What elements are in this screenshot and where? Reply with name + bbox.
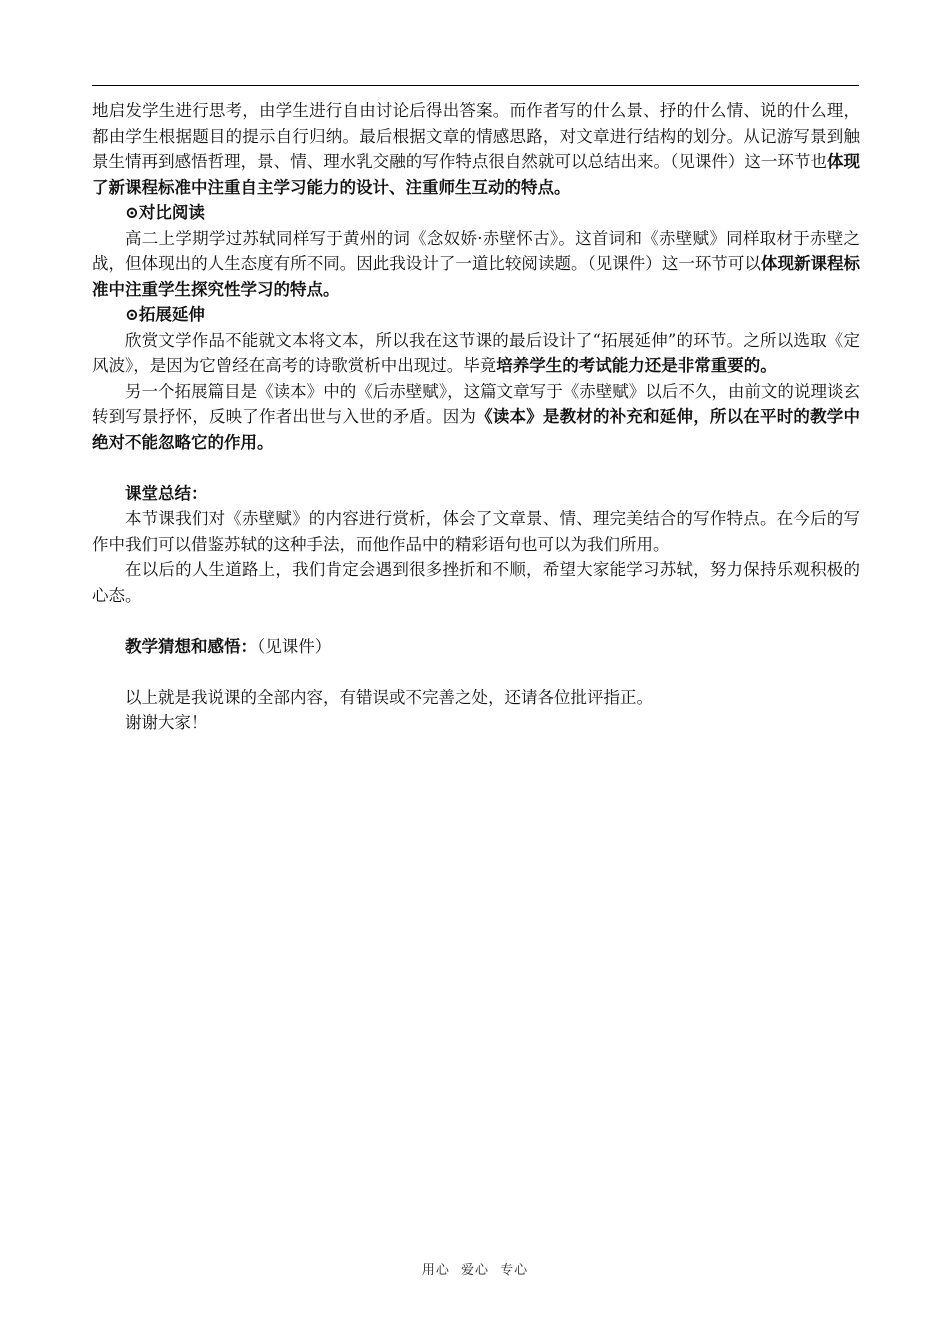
- compare-reading-heading: ⊙对比阅读: [125, 203, 205, 222]
- extension-paragraph-2: [92, 379, 860, 456]
- document-body: [92, 98, 860, 736]
- extension-text-1: 欣赏文学作品不能就文本将文本，所以我在这节课的最后设计了“拓展延伸”的环节。之所以选取《定风波》，是因为它曾经在高考的诗歌赏析中出现过。毕竟: [92, 330, 860, 375]
- intro-text: 地启发学生进行思考，由学生进行自由讨论后得出答案。而作者写的什么景、抒的什么情、说的什么理，都由学生根据题目的提示自行归纳。最后根据文章的情感思路，对文章进行结构的划分。从记游写景到触景生情再到感悟哲理，景、情、理水乳交融的写作特点很自然就可以总结出来。（见课件）这一环节也: [92, 101, 860, 171]
- intro-paragraph: [92, 98, 860, 200]
- extension-text-2: 另一个拓展篇目是《读本》中的《后赤壁赋》，这篇文章写于《赤壁赋》以后不久，由前文的说理谈玄转到写景抒怀，反映了作者出世与入世的矛盾。因为: [92, 381, 860, 426]
- compare-reading-text: 高二上学期学过苏轼同样写于黄州的词《念奴娇·赤壁怀古》。这首词和《赤壁赋》同样取材于赤壁之战，但体现出的人生态度有所不同。因此我设计了一道比较阅读题。（见课件）这一环节可以: [92, 228, 860, 273]
- intro-emphasis: 体现了新课程标准中注重自主学习能力的设计、注重师生互动的特点。: [92, 152, 861, 197]
- reflection-heading: 教学猜想和感悟：: [125, 636, 257, 656]
- extension-paragraph-1: [92, 328, 860, 379]
- reflection-note: （见课件）: [257, 636, 332, 656]
- compare-reading-emphasis: 体现新课程标准中注重学生探究性学习的特点。: [92, 254, 861, 299]
- summary-heading: 课堂总结：: [125, 483, 208, 503]
- page-footer: 用心 爱心 专心: [421, 1263, 529, 1278]
- summary-paragraph-2: 在以后的人生道路上，我们肯定会遇到很多挫折和不顺，希望大家能学习苏轼，努力保持乐观积极的心态。: [92, 560, 860, 605]
- closing-line-1: 以上就是我说课的全部内容，有错误或不完善之处，还请各位批评指正。: [125, 687, 653, 707]
- closing-line-2: 谢谢大家！: [125, 713, 208, 732]
- extension-heading: ⊙拓展延伸: [125, 305, 205, 324]
- summary-paragraph-1: 本节课我们对《赤壁赋》的内容进行赏析，体会了文章景、情、理完美结合的写作特点。在今后的写作中我们可以借鉴苏轼的这种手法，而他作品中的精彩语句也可以为我们所用。: [92, 509, 860, 554]
- extension-emphasis-1: 培养学生的考试能力还是非常重要的。: [496, 356, 777, 375]
- header-rule: [92, 85, 859, 86]
- extension-emphasis-2: 《读本》是教材的补充和延伸，所以在平时的教学中绝对不能忽略它的作用。: [92, 407, 861, 452]
- reflection-line: [92, 634, 860, 660]
- compare-reading-paragraph: [92, 226, 860, 303]
